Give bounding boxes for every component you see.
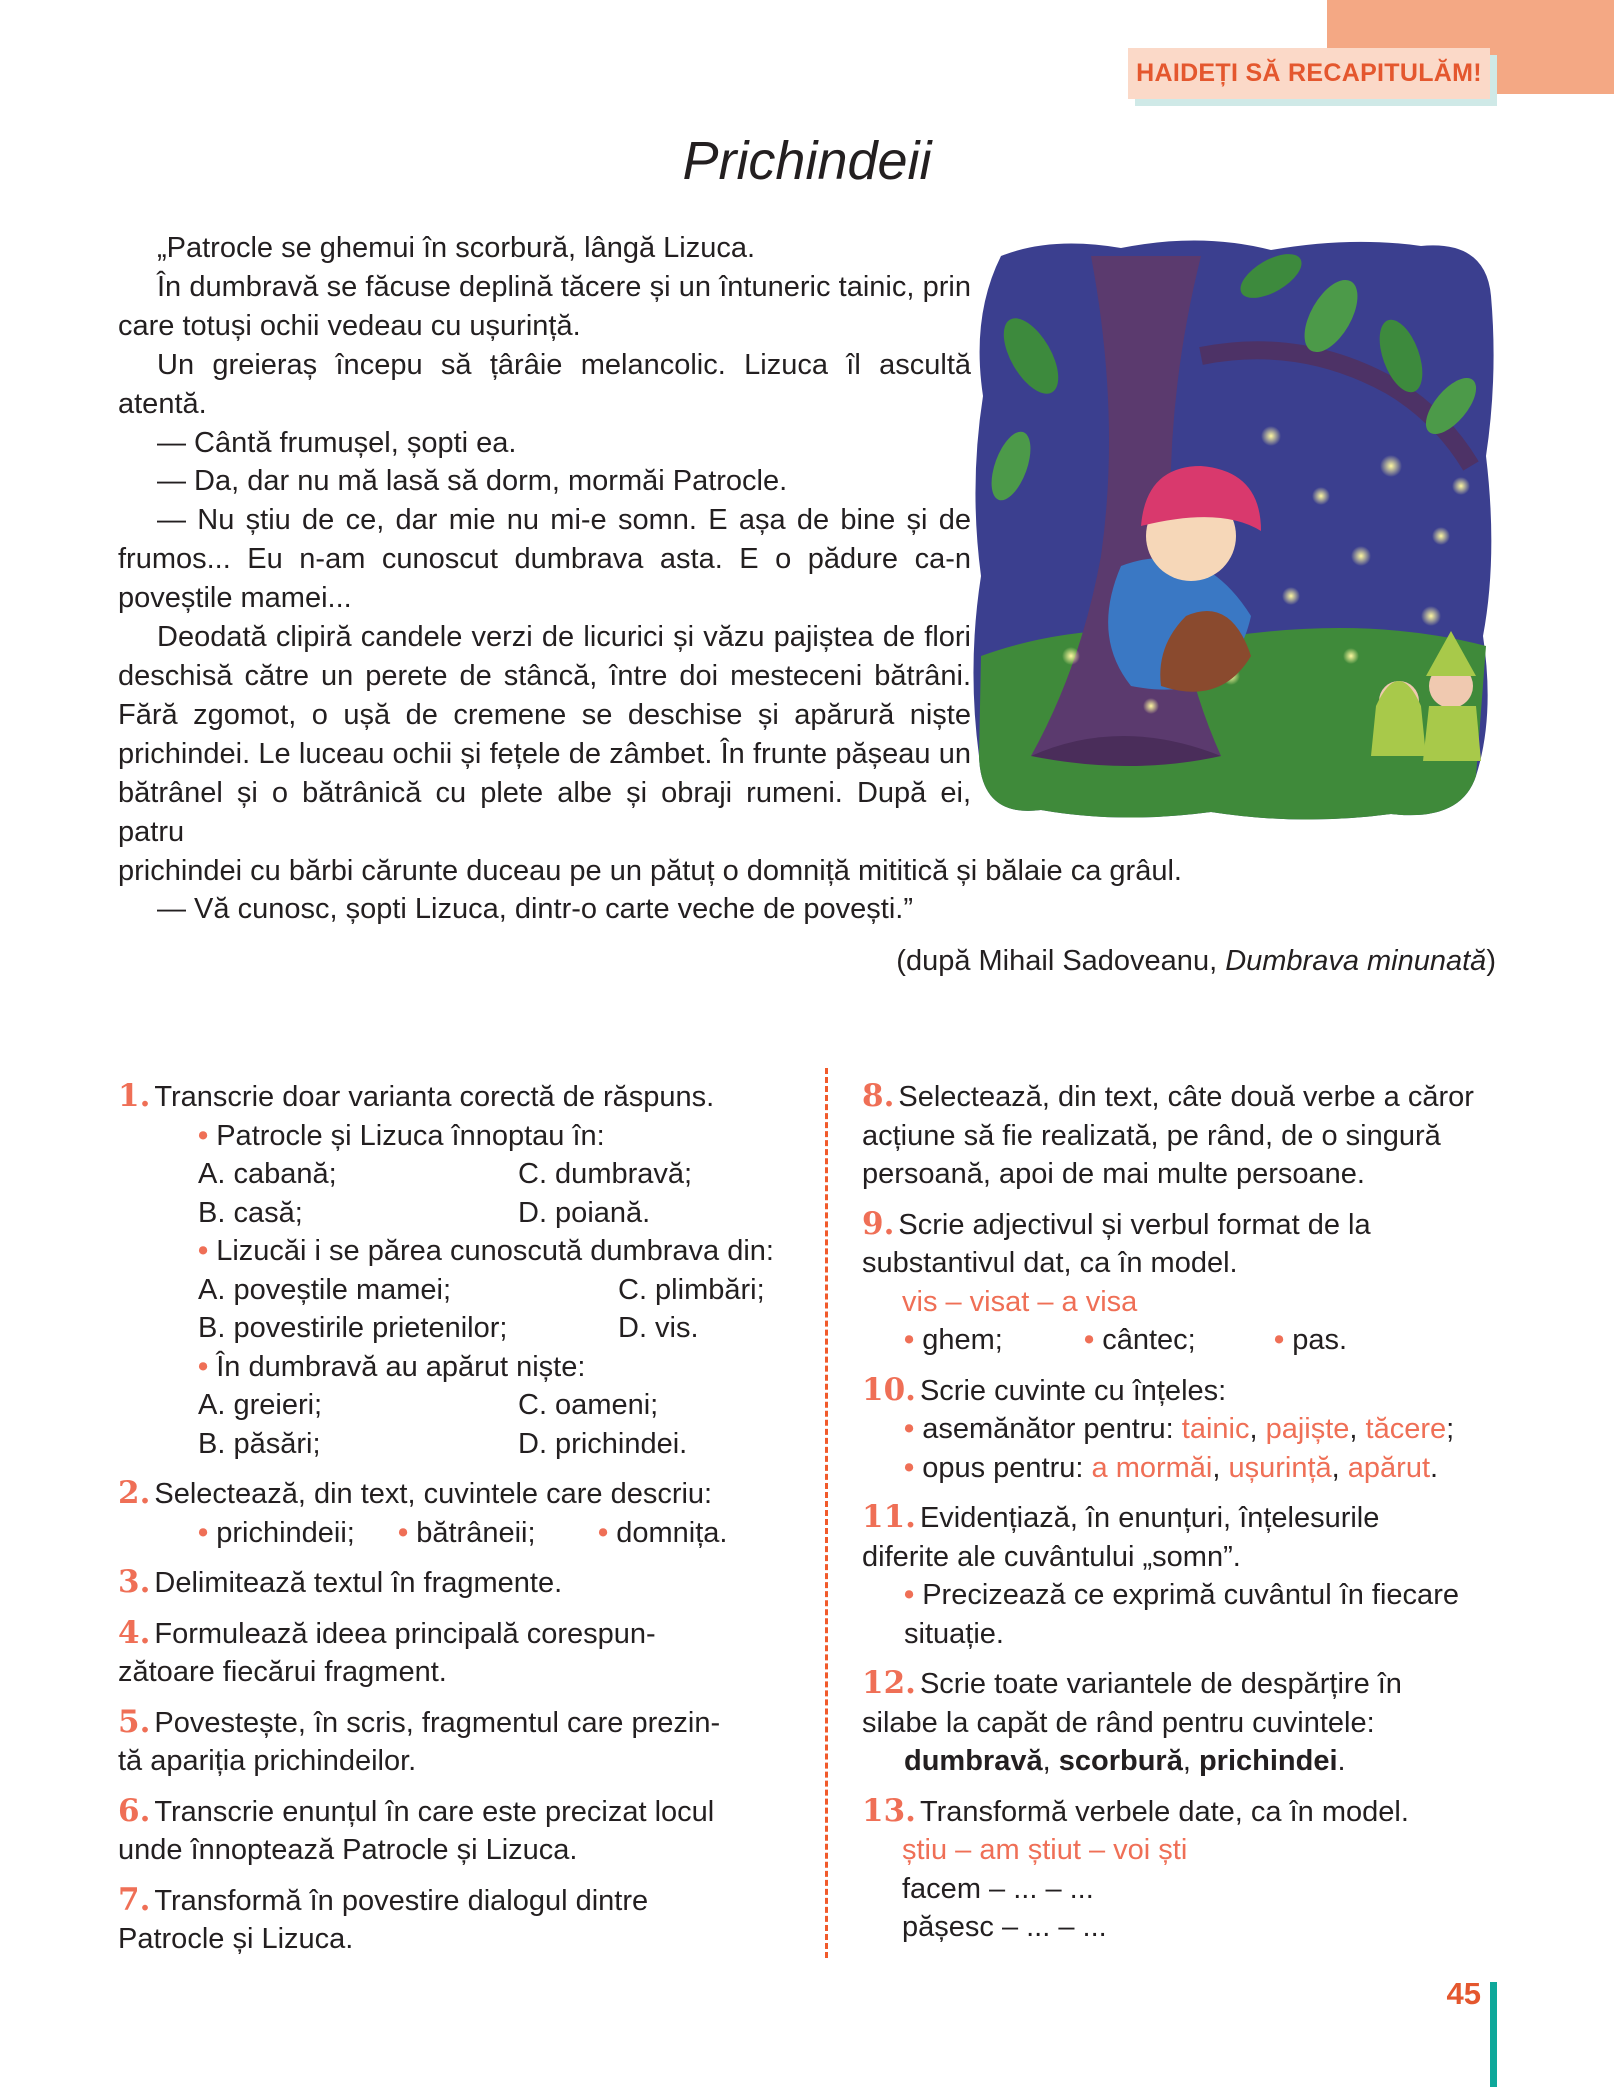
exercise-12: 12. Scrie toate variantele de despărțire în silabe la capăt de rând pentru cuvintele: dumbravă, scorbură, prichindei. (862, 1665, 1402, 1777)
story-paragraph: „Patrocle se ghemui în scorbură, lângă Lizuca. (157, 232, 756, 264)
story-text (118, 229, 1498, 929)
exercise-8: 8. Selectează, din text, câte două verbe a căror acțiune să fie realizată, pe rând, de o singură persoană, apoi de mai multe persoane. (862, 1078, 1474, 1190)
story-paragraph: În dumbravă se făcuse deplină tăcere și un întuneric tainic, prin care totuși ochii vedeau cu ușurință. (118, 270, 971, 342)
model-example: vis – visat – a visa (902, 1285, 1138, 1318)
model-example: știu – am știut – voi ști (902, 1834, 1188, 1866)
exercises-right-column (862, 1077, 1496, 1958)
exercise-6: 6. Transcrie enunțul în care este precizat locul unde înnoptează Patrocle și Lizuca. (118, 1792, 715, 1866)
story-paragraph: Un greieraș începu să țârâie melancolic. Lizuca îl ascultă atentă. (118, 348, 971, 420)
story-paragraph: — Da, dar nu mă lasă să dorm, mormăi Patrocle. (157, 465, 788, 498)
section-badge: HAIDEȚI SĂ RECAPITULĂM! (1128, 48, 1490, 99)
exercise-3: 3. Delimitează textul în fragmente. (118, 1564, 563, 1600)
page-title: Prichindeii (682, 131, 932, 191)
exercise-2: 2. Selectează, din text, cuvintele care descriu: • prichindeii; • bătrâneii; • domnița. (118, 1475, 728, 1549)
source-citation: (după Mihail Sadoveanu, Dumbrava minunată) (896, 945, 1496, 977)
exercise-4: 4. Formulează ideea principală corespun- zătoare fiecărui fragment. (118, 1614, 656, 1688)
options-1: A. cabană; C. dumbravă; B. casă; D. poiană. (198, 1158, 693, 1229)
forest-night-illustration (971, 236, 1498, 822)
story-paragraph: — Vă cunosc, șopti Lizuca, dintr-o carte veche de povești.” (157, 893, 913, 926)
column-divider (825, 1068, 828, 1958)
story-paragraph: Deodată clipiră candele verzi de licurici și văzu pajiștea de flori deschisă către un perete de stâncă, între doi mesteceni bătrâni. Fără zgomot, o ușă de cremene se deschise și apărură niște prichindei. Le luceau ochii și fețele de zâmbet. În frunte pășeau un bătrânel și o bătrânică cu plete albe și obraji rumeni. După ei, patru (118, 621, 971, 848)
story-paragraph: — Nu știu de ce, dar mie nu mi-e somn. E așa de bine și de frumos... Eu n-am cunoscut dumbrava asta. E o pădure ca-n poveștile mamei... (118, 504, 971, 615)
options-2: A. poveștile mamei; C. plimbări; B. povestirile prietenilor; D. vis. (198, 1273, 765, 1344)
story-illustration (971, 236, 1498, 822)
story-paragraph: — Cântă frumușel, șopti ea. (157, 426, 517, 459)
exercise-9: 9. Scrie adjectivul și verbul format de la substantivul dat, ca în model. vis – visat – a visa • ghem; • cântec; • pas. (862, 1205, 1496, 1360)
exercise-7: 7. Transformă în povestire dialogul dintre Patrocle și Lizuca. (118, 1881, 649, 1955)
options-3: A. greieri; C. oameni; B. păsări; D. prichindei. (198, 1389, 688, 1460)
exercises-left-column (118, 1077, 790, 1970)
exercise-11: 11. Evidențiază, în enunțuri, înțelesurile diferite ale cuvântului „somn”. • Precizează ce exprimă cuvântul în fiecare situație. (862, 1499, 1459, 1650)
source-work: Dumbrava minunată (1225, 945, 1487, 977)
exercise-1: 1. Transcrie doar varianta corectă de răspuns. • Patrocle și Lizuca înnoptau în: A. cabană; C. dumbravă; B. casă; D. poiană. • Lizucăi i se părea cunoscută dumbrava din: A. poveștile mamei; C. plimbări; B. povestirile prietenilor; D. vis. • În dumbravă au apărut niște: A. greieri; C. oameni; B. păsări; D. prichindei. (156, 1077, 790, 1463)
story-paragraph: prichindei cu bărbi cărunte duceau pe un pătuț o domniță mititică și bălaie ca grâul. (118, 854, 1182, 887)
exercise-13: 13. Transformă verbele date, ca în model. știu – am știut – voi ști facem – ... – ... pășesc – ... – ... (862, 1792, 1496, 1947)
exercise-5: 5. Povestește, în scris, fragmentul care prezin- tă apariția prichindeilor. (118, 1703, 721, 1777)
exercise-10: 10. Scrie cuvinte cu înțeles: • asemănător pentru: tainic, pajiște, tăcere; • opus pentru: a mormăi, ușurință, apărut. (862, 1371, 1455, 1484)
page-number: 45 (1446, 1976, 1481, 2011)
page-edge-bar (1490, 1982, 1497, 2087)
